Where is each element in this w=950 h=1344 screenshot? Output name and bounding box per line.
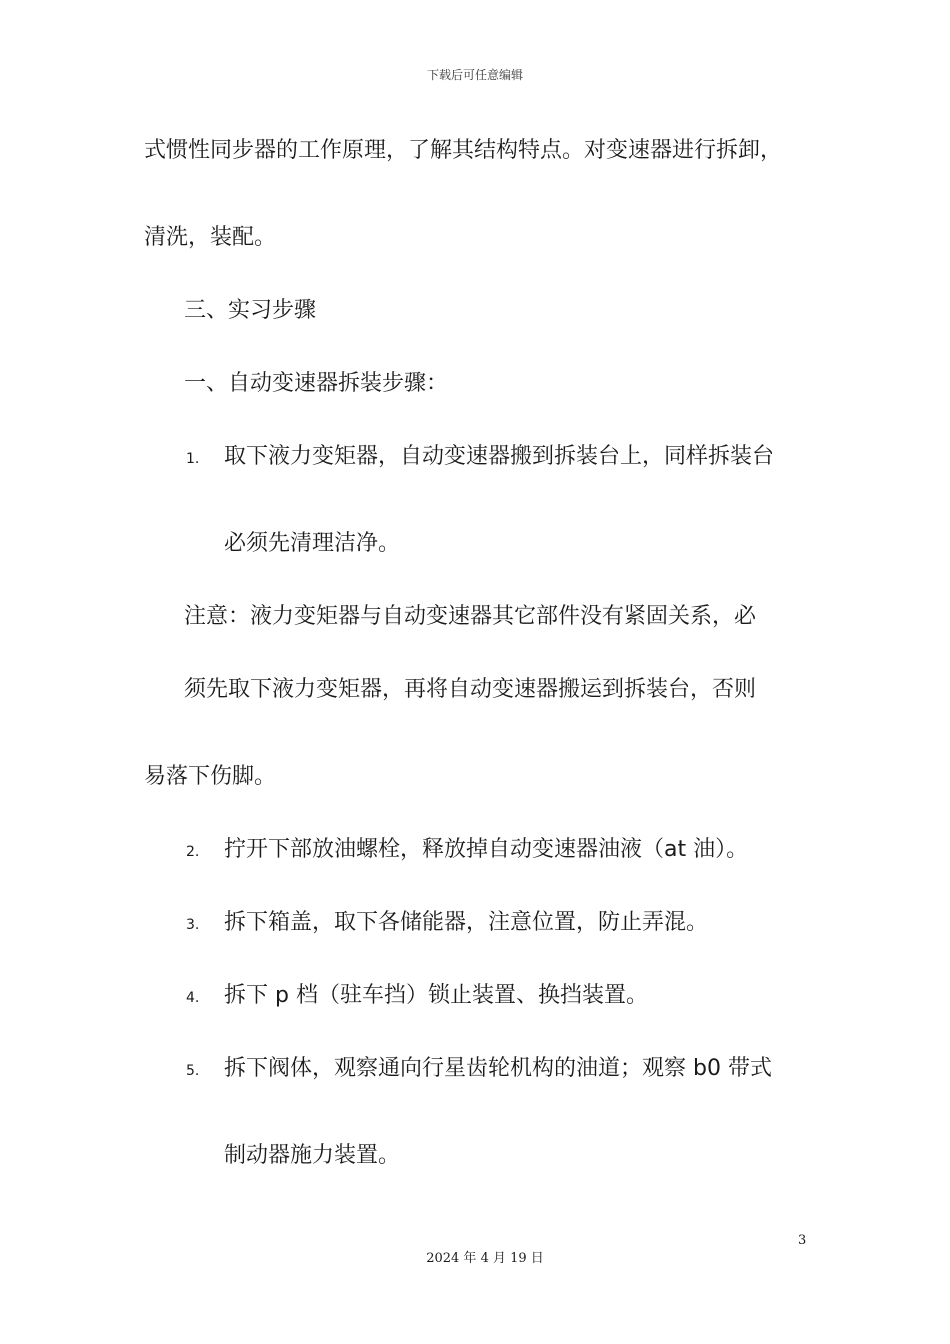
list-item-text: 制动器施力装置。 [224, 1143, 401, 1168]
list-item-text: 拆下阀体，观察通向行星齿轮机构的油道；观察 b0 带式 [224, 1056, 772, 1081]
body-line: 清洗，装配。 [144, 225, 277, 250]
body-line: 式惯性同步器的工作原理，了解其结构特点。对变速器进行拆卸， [144, 138, 783, 163]
list-item-text: 取下液力变矩器，自动变速器搬到拆装台上，同样拆装台 [224, 444, 775, 469]
subsection-heading: 一、自动变速器拆装步骤： [184, 371, 449, 396]
list-number: 5. [186, 1063, 200, 1079]
list-number: 4. [186, 990, 200, 1006]
page-number: 3 [798, 1233, 807, 1248]
list-number: 2. [186, 844, 200, 860]
note-line: 须先取下液力变矩器，再将自动变速器搬运到拆装台，否则 [184, 677, 757, 702]
list-item-text: 必须先清理洁净。 [224, 531, 401, 556]
page-header: 下载后可任意编辑 [426, 68, 523, 82]
footer-date: 2024 年 4 月 19 日 [426, 1251, 544, 1266]
list-item-text: 拆下 p 档（驻车挡）锁止装置、换挡装置。 [224, 983, 648, 1008]
section-heading: 三、实习步骤 [184, 298, 317, 323]
note-line: 易落下伤脚。 [144, 764, 277, 789]
list-item-text: 拧开下部放油螺栓，释放掉自动变速器油液（at 油）。 [224, 837, 749, 862]
note-line: 注意：液力变矩器与自动变速器其它部件没有紧固关系，必 [184, 604, 757, 629]
list-number: 1. [186, 451, 200, 467]
list-item-text: 拆下箱盖，取下各储能器，注意位置，防止弄混。 [224, 910, 709, 935]
list-number: 3. [186, 917, 200, 933]
